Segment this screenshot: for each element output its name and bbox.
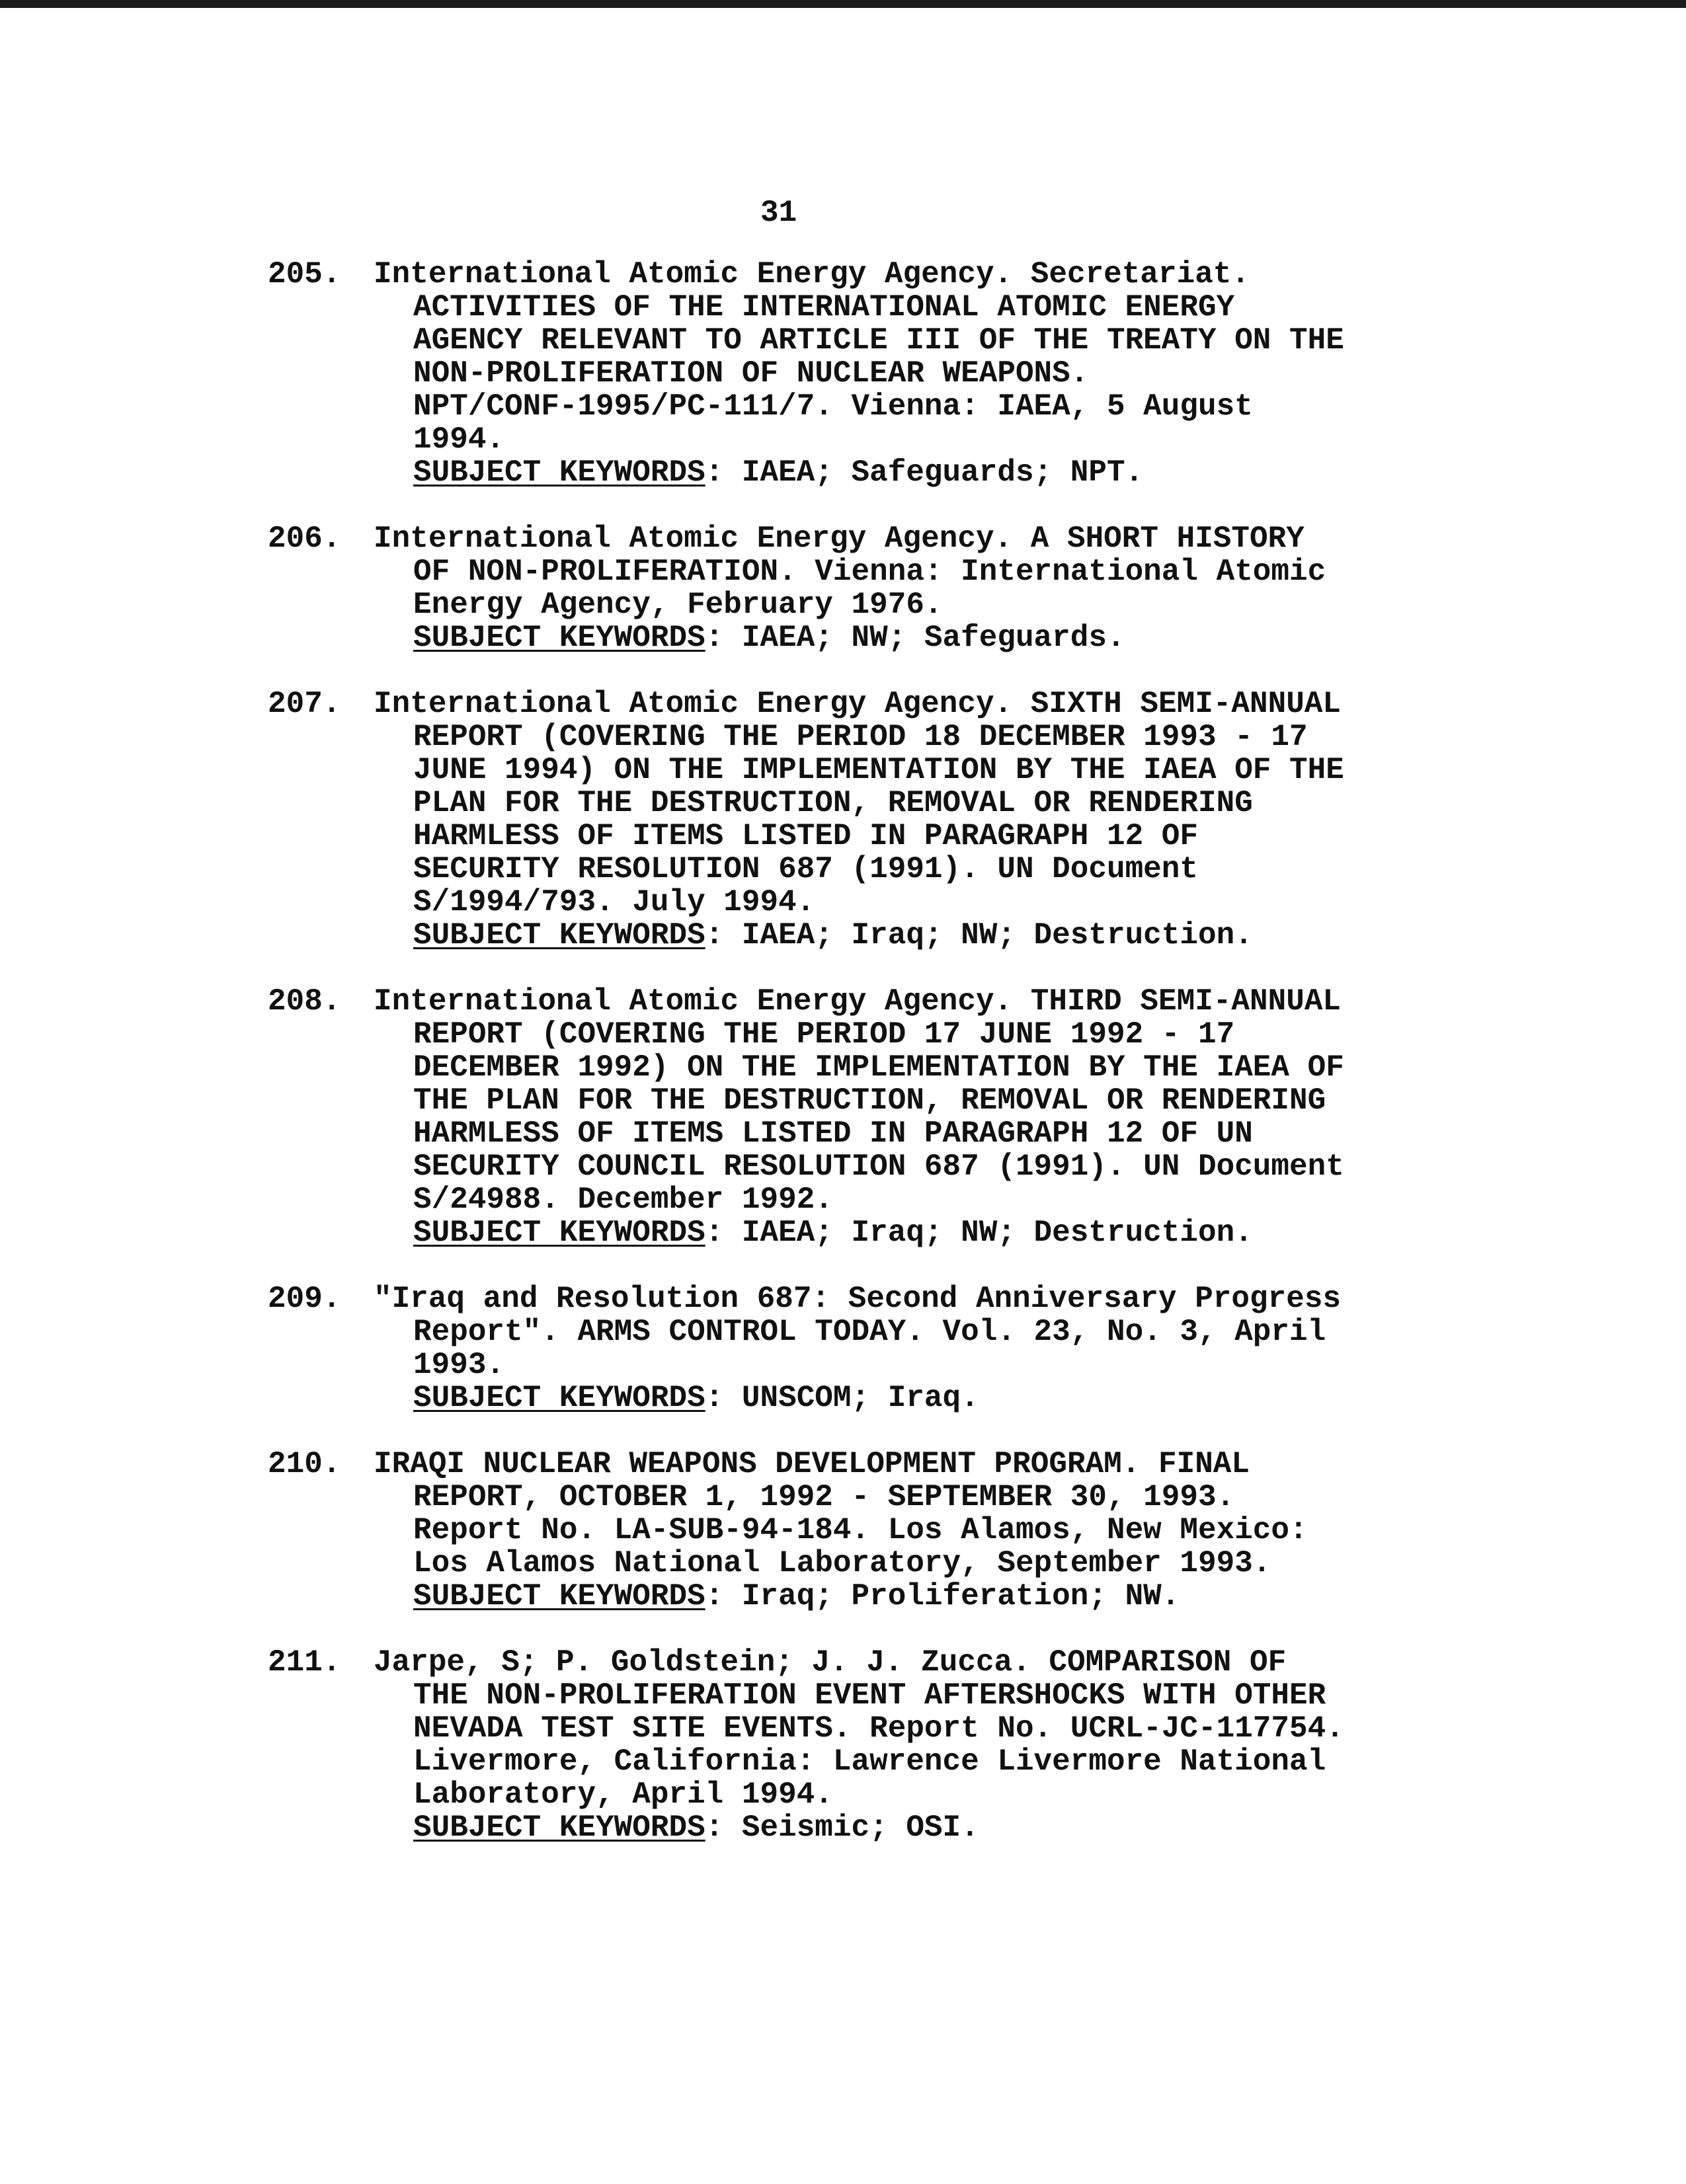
subject-keywords-values: : IAEA; Safeguards; NPT. <box>705 455 1144 490</box>
citation-line: DECEMBER 1992) ON THE IMPLEMENTATION BY THE IAEA OF <box>413 1050 1344 1085</box>
bibliography-entry <box>268 1646 1458 1844</box>
subject-keywords <box>374 919 1458 952</box>
citation-line: 1994. <box>413 422 505 457</box>
bibliography-entry <box>268 1448 1458 1613</box>
citation-line: REPORT (COVERING THE PERIOD 18 DECEMBER 1993 - 17 <box>413 720 1308 754</box>
entry-number: 211. <box>268 1645 341 1680</box>
entry-number: 209. <box>268 1282 341 1316</box>
entry-number: 210. <box>268 1447 341 1481</box>
citation-line: 1993. <box>413 1348 505 1382</box>
citation-line: International Atomic Energy Agency. Secretariat. <box>374 257 1250 292</box>
bibliography-entry <box>268 522 1458 654</box>
citation-line: OF NON-PROLIFERATION. Vienna: International Atomic <box>413 555 1326 589</box>
citation-line: HARMLESS OF ITEMS LISTED IN PARAGRAPH 12 OF UN <box>413 1116 1253 1151</box>
entry-citation <box>374 1282 1458 1415</box>
subject-keywords <box>374 1811 1458 1844</box>
subject-keywords <box>374 1580 1458 1613</box>
citation-line: THE NON-PROLIFERATION EVENT AFTERSHOCKS WITH OTHER <box>413 1678 1326 1713</box>
entry-number: 206. <box>268 522 341 556</box>
subject-keywords-values: : IAEA; Iraq; NW; Destruction. <box>705 1216 1253 1250</box>
subject-keywords-values: : Seismic; OSI. <box>705 1811 979 1845</box>
citation-line: Livermore, California: Lawrence Livermore National <box>413 1744 1326 1779</box>
citation-line: "Iraq and Resolution 687: Second Anniversary Progress <box>374 1282 1342 1316</box>
subject-keywords-label: SUBJECT KEYWORDS <box>413 1811 705 1845</box>
citation-line: S/1994/793. July 1994. <box>413 885 815 919</box>
subject-keywords-label: SUBJECT KEYWORDS <box>413 621 705 655</box>
entry-citation <box>374 687 1458 952</box>
subject-keywords <box>374 456 1458 489</box>
bibliography-entry <box>268 1282 1458 1415</box>
entry-number: 208. <box>268 984 341 1019</box>
citation-line: International Atomic Energy Agency. THIRD SEMI-ANNUAL <box>374 984 1342 1019</box>
citation-line: Report No. LA-SUB-94-184. Los Alamos, New Mexico: <box>413 1513 1308 1547</box>
subject-keywords-values: : IAEA; NW; Safeguards. <box>705 621 1125 655</box>
subject-keywords <box>374 621 1458 654</box>
entry-citation <box>374 985 1458 1249</box>
subject-keywords-label: SUBJECT KEYWORDS <box>413 1216 705 1250</box>
subject-keywords-label: SUBJECT KEYWORDS <box>413 918 705 953</box>
entry-citation <box>374 1646 1458 1844</box>
citation-line: International Atomic Energy Agency. SIXTH SEMI-ANNUAL <box>374 687 1342 721</box>
citation-line: NEVADA TEST SITE EVENTS. Report No. UCRL-JC-117754. <box>413 1711 1344 1746</box>
citation-line: Laboratory, April 1994. <box>413 1777 833 1812</box>
citation-line: JUNE 1994) ON THE IMPLEMENTATION BY THE IAEA OF THE <box>413 753 1344 787</box>
subject-keywords-label: SUBJECT KEYWORDS <box>413 1381 705 1415</box>
subject-keywords-values: : Iraq; Proliferation; NW. <box>705 1579 1180 1614</box>
entry-number: 207. <box>268 687 341 721</box>
entry-citation <box>374 1448 1458 1613</box>
citation-line: HARMLESS OF ITEMS LISTED IN PARAGRAPH 12 OF <box>413 819 1198 853</box>
citation-line: SECURITY COUNCIL RESOLUTION 687 (1991). UN Document <box>413 1150 1344 1184</box>
citation-line: REPORT (COVERING THE PERIOD 17 JUNE 1992 - 17 <box>413 1017 1235 1052</box>
citation-line: Jarpe, S; P. Goldstein; J. J. Zucca. COMPARISON OF <box>374 1645 1287 1680</box>
subject-keywords-values: : UNSCOM; Iraq. <box>705 1381 979 1415</box>
citation-line: International Atomic Energy Agency. A SHORT HISTORY <box>374 522 1305 556</box>
page-number: 31 <box>760 196 797 230</box>
citation-line: Los Alamos National Laboratory, September 1993. <box>413 1546 1271 1580</box>
citation-line: AGENCY RELEVANT TO ARTICLE III OF THE TREATY ON THE <box>413 323 1344 358</box>
bibliography-entry <box>268 985 1458 1249</box>
citation-line: NPT/CONF-1995/PC-111/7. Vienna: IAEA, 5 August <box>413 389 1253 424</box>
citation-line: S/24988. December 1992. <box>413 1183 833 1217</box>
subject-keywords-label: SUBJECT KEYWORDS <box>413 1579 705 1614</box>
bibliography-entry <box>268 258 1458 489</box>
subject-keywords <box>374 1216 1458 1249</box>
citation-line: Report". ARMS CONTROL TODAY. Vol. 23, No. 3, April <box>413 1315 1326 1349</box>
citation-line: SECURITY RESOLUTION 687 (1991). UN Document <box>413 852 1198 886</box>
bibliography-list <box>268 258 1458 1877</box>
entry-citation <box>374 258 1458 489</box>
citation-line: THE PLAN FOR THE DESTRUCTION, REMOVAL OR RENDERING <box>413 1083 1326 1118</box>
citation-line: Energy Agency, February 1976. <box>413 588 943 622</box>
citation-line: REPORT, OCTOBER 1, 1992 - SEPTEMBER 30, 1993. <box>413 1480 1235 1514</box>
subject-keywords-values: : IAEA; Iraq; NW; Destruction. <box>705 918 1253 953</box>
citation-line: PLAN FOR THE DESTRUCTION, REMOVAL OR RENDERING <box>413 786 1253 820</box>
subject-keywords <box>374 1382 1458 1415</box>
citation-line: ACTIVITIES OF THE INTERNATIONAL ATOMIC ENERGY <box>413 290 1235 325</box>
entry-citation <box>374 522 1458 654</box>
entry-number: 205. <box>268 257 341 292</box>
bibliography-entry <box>268 687 1458 952</box>
citation-line: IRAQI NUCLEAR WEAPONS DEVELOPMENT PROGRAM. FINAL <box>374 1447 1250 1481</box>
top-border-rule <box>0 0 1686 8</box>
subject-keywords-label: SUBJECT KEYWORDS <box>413 455 705 490</box>
citation-line: NON-PROLIFERATION OF NUCLEAR WEAPONS. <box>413 356 1089 391</box>
